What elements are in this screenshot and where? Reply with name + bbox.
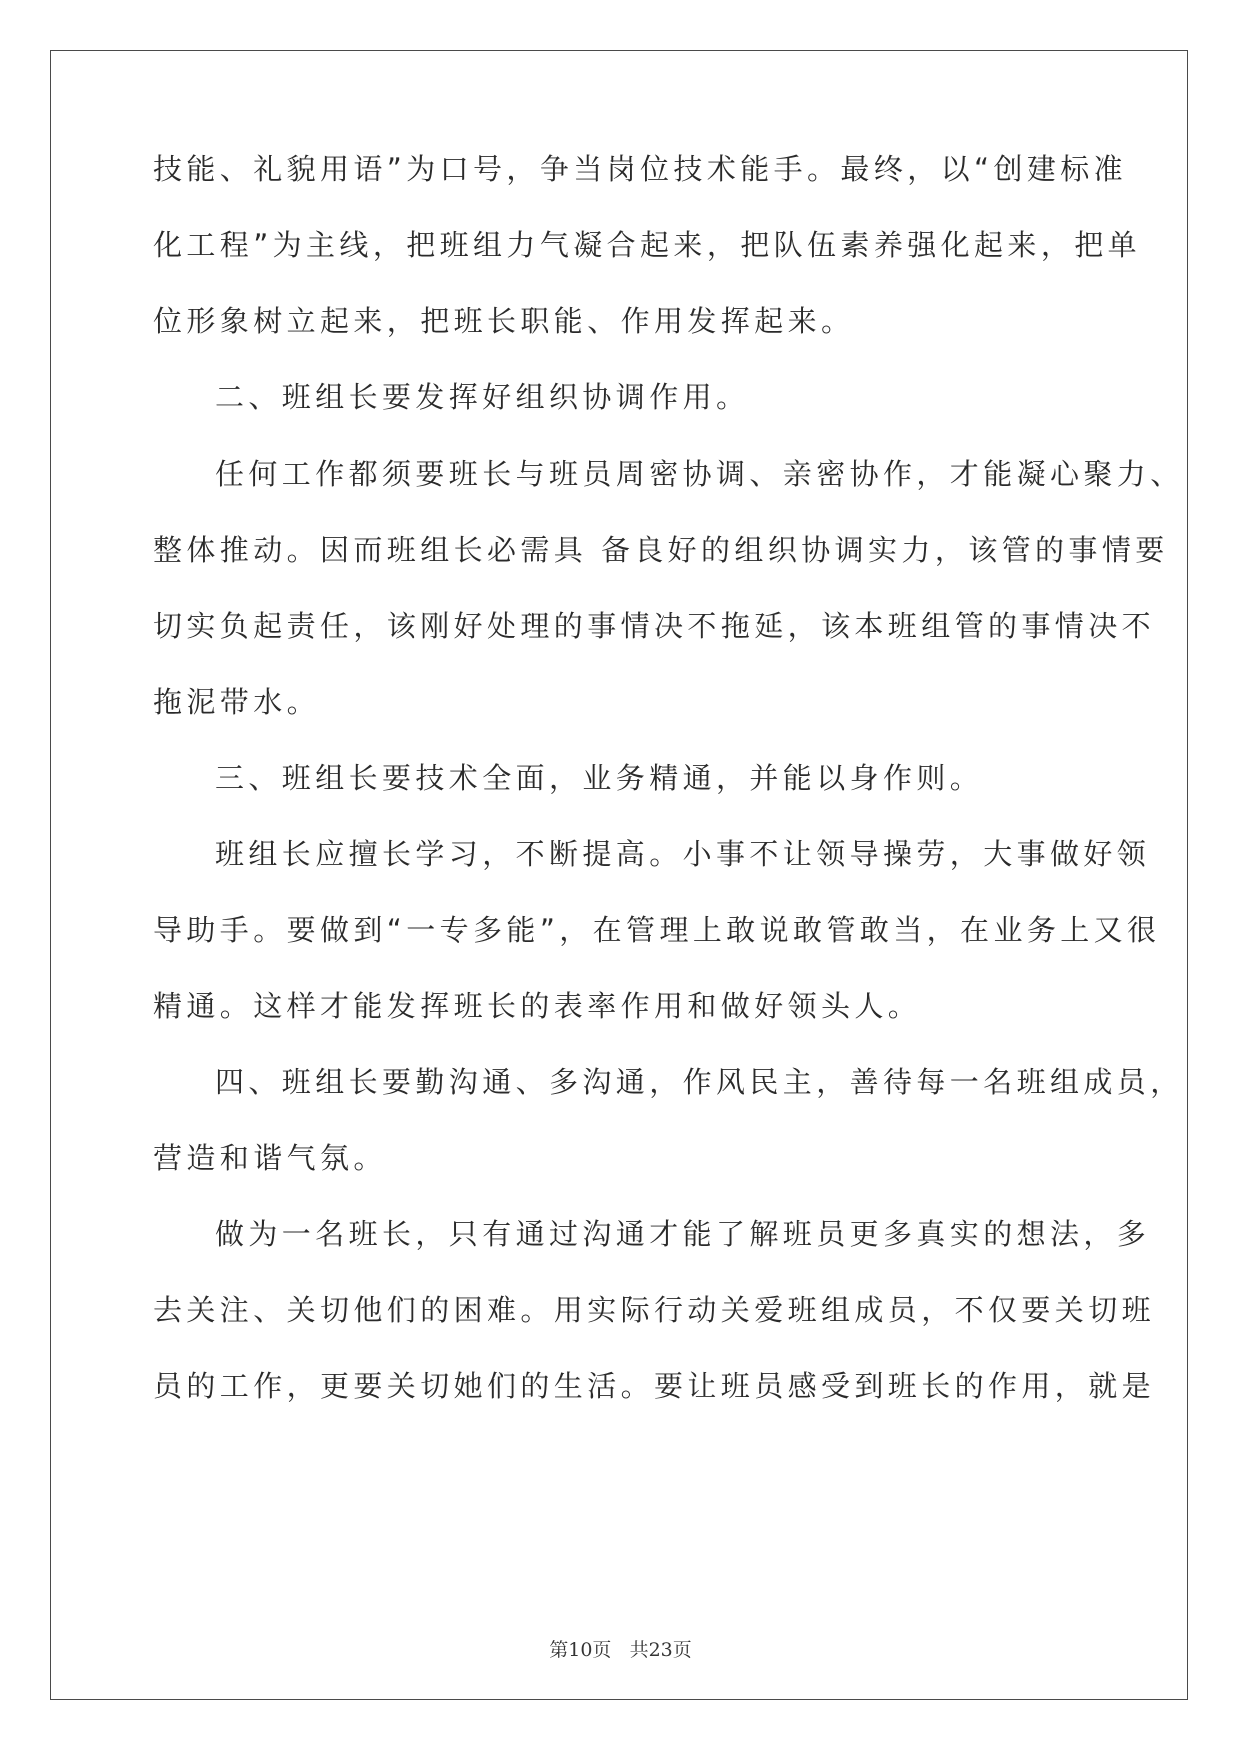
section-heading: 三、班组长要技术全面，业务精通，并能以身作则。 [215,761,984,795]
text-line: 位形象树立起来，把班长职能、作用发挥起来。 [153,304,855,338]
text-line: 做为一名班长，只有通过沟通才能了解班员更多真实的想法，多 [215,1217,1151,1251]
text-line: 精通。这样才能发挥班长的表率作用和做好领头人。 [153,989,922,1023]
section-heading: 二、班组长要发挥好组织协调作用。 [215,380,750,414]
text-line: 员的工作，更要关切她们的生活。要让班员感受到班长的作用，就是 [153,1369,1156,1403]
text-line: 切实负起责任，该刚好处理的事情决不拖延，该本班组管的事情决不 [153,609,1156,643]
page-total: 共23页 [629,1639,692,1661]
text-line: 任何工作都须要班长与班员周密协调、亲密协作，才能凝心聚力、 [215,457,1184,491]
text-line: 整体推动。因而班组长必需具 备良好的组织协调实力，该管的事情要 [153,533,1169,567]
text-line: 营造和谐气氛。 [153,1141,387,1175]
page-footer [0,1635,1241,1662]
text-line: 班组长应擅长学习，不断提高。小事不让领导操劳，大事做好领 [215,837,1151,871]
text-line: 技能、礼貌用语”为口号，争当岗位技术能手。最终，以“创建标准 [153,152,1128,186]
text-line: 导助手。要做到“一专多能”，在管理上敢说敢管敢当，在业务上又很 [153,913,1161,947]
page-number: 第10页 [549,1639,612,1661]
text-line: 化工程”为主线，把班组力气凝合起来，把队伍素养强化起来，把单 [153,228,1142,262]
text-line: 去关注、关切他们的困难。用实际行动关爱班组成员，不仅要关切班 [153,1293,1156,1327]
section-heading: 四、班组长要勤沟通、多沟通，作风民主，善待每一名班组成员， [215,1065,1184,1099]
text-line: 拖泥带水。 [153,685,321,719]
